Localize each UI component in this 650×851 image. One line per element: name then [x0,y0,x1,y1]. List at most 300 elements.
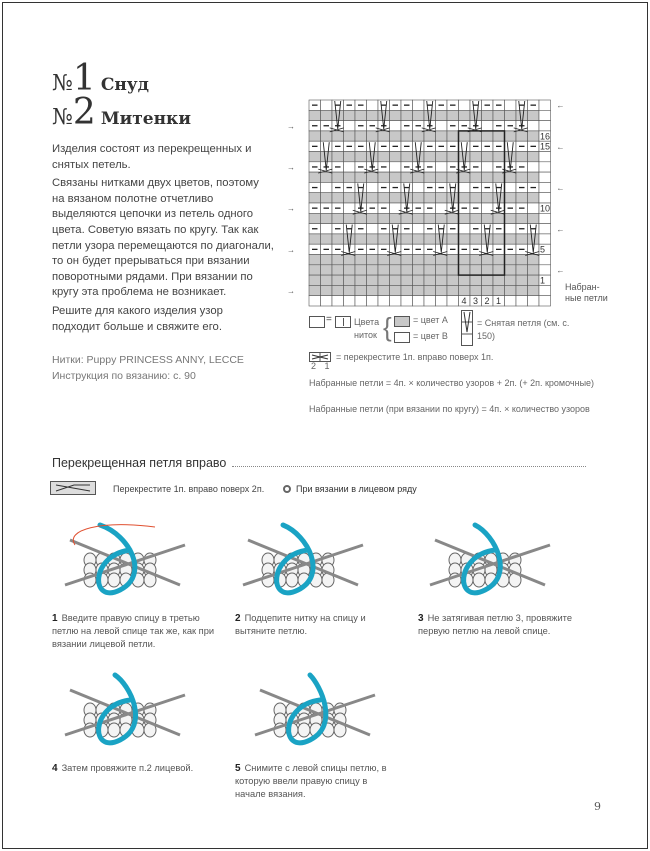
chart-cell [344,234,356,244]
chart-cell [470,131,482,141]
chart-cell [401,255,413,265]
chart-cell [367,131,379,141]
knitted-loop [286,573,298,587]
chart-cell [436,110,448,120]
chart-cell [332,152,344,162]
chart-cell [459,182,471,192]
chart-cell [424,213,436,223]
step-3-caption [418,612,583,638]
row-number-cell [539,265,551,275]
chart-cell [436,213,448,223]
chart-cell [436,152,448,162]
chart-cell [528,255,540,265]
chart-cell [344,110,356,120]
step-text: Не затягивая петлю 3, провяжите первую петлю на левой спице. [418,613,573,636]
bullet-icon [283,485,291,493]
repeat-number: 1 [496,296,502,307]
chart-cell [401,265,413,275]
chart-cell [528,285,540,295]
chart-cell [505,182,517,192]
chart-cell [367,152,379,162]
chart-cell [528,131,540,141]
chart-cell [447,193,459,203]
row-arrow-right: → [287,162,295,172]
chart-cell [344,285,356,295]
row-number-cell [539,234,551,244]
slipped-stitch-symbol [461,310,473,346]
chart-cell [447,285,459,295]
row-arrow-left: ← [556,224,565,234]
chart-cell [355,255,367,265]
chart-cell [378,234,390,244]
chart-cell [309,255,321,265]
chart-cell [413,100,425,110]
chart-cell [528,121,540,131]
chart-cell [516,152,528,162]
chart-cell [482,110,494,120]
chart-cell [505,110,517,120]
symbol-description: Перекрестите 1п. вправо поверх 2п. [113,484,265,494]
row-arrow-right: → [287,204,295,214]
chart-cell [470,275,482,285]
chart-cell [344,162,356,172]
chart-cell [493,285,505,295]
number-sign: № [52,71,73,96]
chart-cell [505,152,517,162]
chart-cell [505,141,517,151]
chart-cell [378,285,390,295]
chart-cell [505,296,517,306]
pattern-name: Митенки [100,109,191,129]
chart-cell [378,213,390,223]
chart-cell [321,275,333,285]
chart-cell [470,234,482,244]
chart-cell [505,234,517,244]
chart-cell [355,110,367,120]
chart-cell [309,296,321,306]
chart-cell [493,213,505,223]
chart-cell [321,152,333,162]
chart-cell [413,110,425,120]
row-number: 16 [540,131,551,142]
chart-cell [355,172,367,182]
chart-cell [367,265,379,275]
chart-cell [482,121,494,131]
chart-cell [413,224,425,234]
intro-text [52,142,274,338]
chart-cell [528,172,540,182]
chart-cell [390,255,402,265]
row-arrow-right: → [287,286,295,296]
chart-cell [401,285,413,295]
chart-cell [390,110,402,120]
chart-cell [390,265,402,275]
chart-cell [493,255,505,265]
chart-cell [401,131,413,141]
chart-cell [482,162,494,172]
chart-cell [401,296,413,306]
chart-cell [344,203,356,213]
chart-cell [505,224,517,234]
chart-cell [436,162,448,172]
chart-cell [413,213,425,223]
empty-cell-symbol [309,316,325,328]
chart-cell [528,265,540,275]
chart-cell [344,296,356,306]
step-text: Снимите с левой спицы петлю, в которую ввели правую спицу в начале вязания. [235,763,387,799]
chart-cell [321,172,333,182]
chart-cell [401,110,413,120]
knitted-loop [298,723,310,737]
instruction-ref: Инструкция по вязанию: с. 90 [52,370,196,382]
chart-cell [332,265,344,275]
chart-cell [436,193,448,203]
row-number-cell [539,172,551,182]
chart-cell [470,193,482,203]
chart-cell [321,255,333,265]
chart-cell [424,296,436,306]
chart-cell [459,172,471,182]
chart-cell [436,285,448,295]
step-5-caption [235,762,395,801]
chart-cell [459,285,471,295]
chart-cell [321,100,333,110]
chart-cell [516,265,528,275]
step-4-illustration [60,665,190,755]
row-arrow-left: ← [556,101,565,111]
chart-cell [482,265,494,275]
intro-paragraph: Связаны нитками двух цветов, поэтому на вязаном полотне отчетливо выделяются цепочки из петель одного цвета. Советую вязать по кругу. Так как петли узора перемещаются по диагонали, то он будет прерываться при вязании поворотными рядами. При вязании по кругу эта проблема не возникает. [52,177,274,299]
intro-paragraph: Изделия состоят из перекрещенных и снятых петель. [52,143,252,171]
chart-cell [309,110,321,120]
chart-cell [459,234,471,244]
row-number-cell [539,213,551,223]
chart-cell [505,172,517,182]
chart-cell [332,275,344,285]
dotted-rule [232,466,586,467]
chart-cell [447,131,459,141]
chart-cell [355,234,367,244]
row-number-cell [539,193,551,203]
chart-cell [321,193,333,203]
chart-cell [378,265,390,275]
chart-cell [482,255,494,265]
section-header [52,456,586,470]
chart-cell [528,193,540,203]
step-text: Подцепите нитку на спицу и вытяните петлю. [235,613,366,636]
cross-right-symbol [50,481,96,495]
chart-cell [516,110,528,120]
chart-cell [528,203,540,213]
title-2 [52,92,191,133]
chart-cell [332,213,344,223]
chart-cell [390,152,402,162]
step-1-caption [52,612,217,651]
knitted-loop [108,723,120,737]
chart-cell [505,285,517,295]
chart-cell [309,172,321,182]
chart-cell [493,275,505,285]
cast-on-round-formula: Набранные петли (при вязании по кругу) = 4п. × количество узоров [309,404,590,414]
chart-cell [367,234,379,244]
chart-cell [321,110,333,120]
chart-cell [482,172,494,182]
brace: { [383,312,392,342]
chart-cell [424,275,436,285]
chart-cell [367,110,379,120]
chart-cell [413,152,425,162]
page-number: 9 [594,800,601,813]
chart-cell [424,152,436,162]
chart-cell [413,265,425,275]
chart-cell [332,172,344,182]
chart-cell [413,172,425,182]
chart-cell [413,296,425,306]
row-number-cell [539,152,551,162]
chart-cell [321,296,333,306]
chart-cell [505,255,517,265]
chart-cell [332,285,344,295]
cast-on-label: Набран-ные петли [565,282,608,303]
chart-cell [459,275,471,285]
row-number-cell [539,182,551,192]
knitted-loop [473,573,485,587]
chart-cell [528,162,540,172]
chart-cell [447,275,459,285]
pattern-number: 1 [72,58,96,99]
chart-cell [505,213,517,223]
chart-cell [367,255,379,265]
chart-cell [482,152,494,162]
chart-cell [459,152,471,162]
chart-cell [413,141,425,151]
chart-cell [390,234,402,244]
chart-cell [367,224,379,234]
row-arrow-left: ← [556,265,565,275]
chart-cell [482,213,494,223]
chart-cell [447,213,459,223]
row-arrow-right: → [287,121,295,131]
chart-cell [413,193,425,203]
chart-cell [355,275,367,285]
chart-cell [390,131,402,141]
step-4-caption [52,762,222,775]
chart-cell [390,203,402,213]
chart-cell [493,172,505,182]
chart-cell [470,285,482,295]
chart-cell [321,265,333,275]
row-number-cell [539,162,551,172]
chart-cell [459,193,471,203]
chart-cell [459,131,471,141]
repeat-number: 4 [461,296,467,307]
chart-cell [344,213,356,223]
chart-cell [390,296,402,306]
step-number: 5 [235,763,241,774]
chart-cell [470,152,482,162]
row-number: 5 [540,244,546,255]
chart-cell [470,110,482,120]
chart-cell [332,255,344,265]
chart-cell [413,255,425,265]
chart-cell [516,213,528,223]
chart-cell [493,265,505,275]
chart-cell [424,234,436,244]
chart-cell [355,296,367,306]
step-number: 2 [235,613,241,624]
row-number: 1 [540,275,546,286]
chart-cell [321,131,333,141]
step-number: 3 [418,613,424,624]
chart-cell [528,275,540,285]
chart-cell [493,110,505,120]
chart-cell [401,275,413,285]
color-a-swatch [394,316,410,327]
chart-cell [516,234,528,244]
cast-on-formula: Набранные петли = 4п. × количество узоров + 2п. (+ 2п. кромочные) [309,378,595,388]
chart-cell [528,234,540,244]
chart-cell [424,172,436,182]
chart-cell [367,182,379,192]
chart-cell [493,193,505,203]
chart-cell [344,193,356,203]
chart-cell [378,255,390,265]
chart-cell [424,265,436,275]
chart-cell [482,275,494,285]
chart-cell [332,234,344,244]
equals-sign: = [326,314,332,325]
chart-cell [401,213,413,223]
chart-cell [332,110,344,120]
chart-cell [493,234,505,244]
chart-cell [470,255,482,265]
chart-cell [424,110,436,120]
row-number-cell [539,100,551,110]
chart-cell [482,203,494,213]
chart-cell [447,172,459,182]
chart-cell [390,193,402,203]
chart-cell [390,121,402,131]
chart-cell [378,110,390,120]
chart-cell [309,213,321,223]
chart-cell [321,285,333,295]
chart-cell [413,131,425,141]
chart-cell [401,193,413,203]
chart-cell [470,265,482,275]
chart-cell [436,255,448,265]
chart-cell [436,172,448,182]
chart-cell [321,234,333,244]
chart-cell [321,182,333,192]
row-arrow-left: ← [556,183,565,193]
chart-cell [447,265,459,275]
chart-cell [505,275,517,285]
step-3-illustration [425,515,555,600]
color-b-label: = цвет B [413,331,448,341]
chart-cell [367,275,379,285]
row-number-cell [539,285,551,295]
chart-cell [505,100,517,110]
chart-cell [528,152,540,162]
chart-cell [321,141,333,151]
chart-cell [447,255,459,265]
chart-cell [344,275,356,285]
chart-cell [424,131,436,141]
chart-cell [505,265,517,275]
chart-cell [424,193,436,203]
chart-cell [528,110,540,120]
chart-cell [447,234,459,244]
chart-cell [390,162,402,172]
chart-cell [516,193,528,203]
slipped-label: = Снятая петля (см. с. 150) [477,318,570,341]
chart-cell [309,285,321,295]
chart-cell [367,100,379,110]
chart-cell [332,193,344,203]
chart-cell [309,152,321,162]
chart-cell [390,213,402,223]
chart-cell [309,131,321,141]
chart-cell [436,234,448,244]
chart-cell [332,296,344,306]
chart-cell [516,275,528,285]
chart-cell [516,255,528,265]
chart-cell [344,121,356,131]
chart-cell [378,172,390,182]
cross-label: = перекрестите 1п. вправо поверх 1п. [336,352,494,362]
chart-cell [493,152,505,162]
chart-cell [367,296,379,306]
color-b-swatch [394,332,410,343]
chart-cell [390,285,402,295]
step-5-illustration [250,665,380,755]
chart-cell [378,275,390,285]
step-2-illustration [238,515,368,600]
cross-numbers: 2 1 [311,361,333,371]
chart-legend [309,314,609,354]
row-number-cell [539,110,551,120]
chart-cell [321,224,333,234]
chart-cell [378,131,390,141]
chart-cell [413,285,425,295]
chart-cell [367,213,379,223]
chart-cell [367,193,379,203]
chart-cell [528,213,540,223]
intro-paragraph: Решите для какого изделия узор подходит больше и свяжите его. [52,304,223,333]
row-number-cell [539,121,551,131]
chart-cell [459,213,471,223]
chart-cell [516,131,528,141]
chart-cell [436,203,448,213]
chart-cell [401,152,413,162]
chart-cell [378,296,390,306]
chart-cell [528,296,540,306]
chart-cell [459,110,471,120]
chart-cell [505,193,517,203]
step-text: Введите правую спицу в третью петлю на левой спице так же, как при вязании лицевой петли. [52,613,215,649]
chart-cell [436,275,448,285]
chart-cell [539,296,551,306]
chart-cell [459,224,471,234]
row-number-cell [539,255,551,265]
chart-cell [344,172,356,182]
yarn-info [52,352,244,384]
repeat-number: 3 [473,296,479,307]
chart-cell [401,234,413,244]
row-note: При вязании в лицевом ряду [296,484,417,494]
chart-cell [516,172,528,182]
chart-cell [459,265,471,275]
